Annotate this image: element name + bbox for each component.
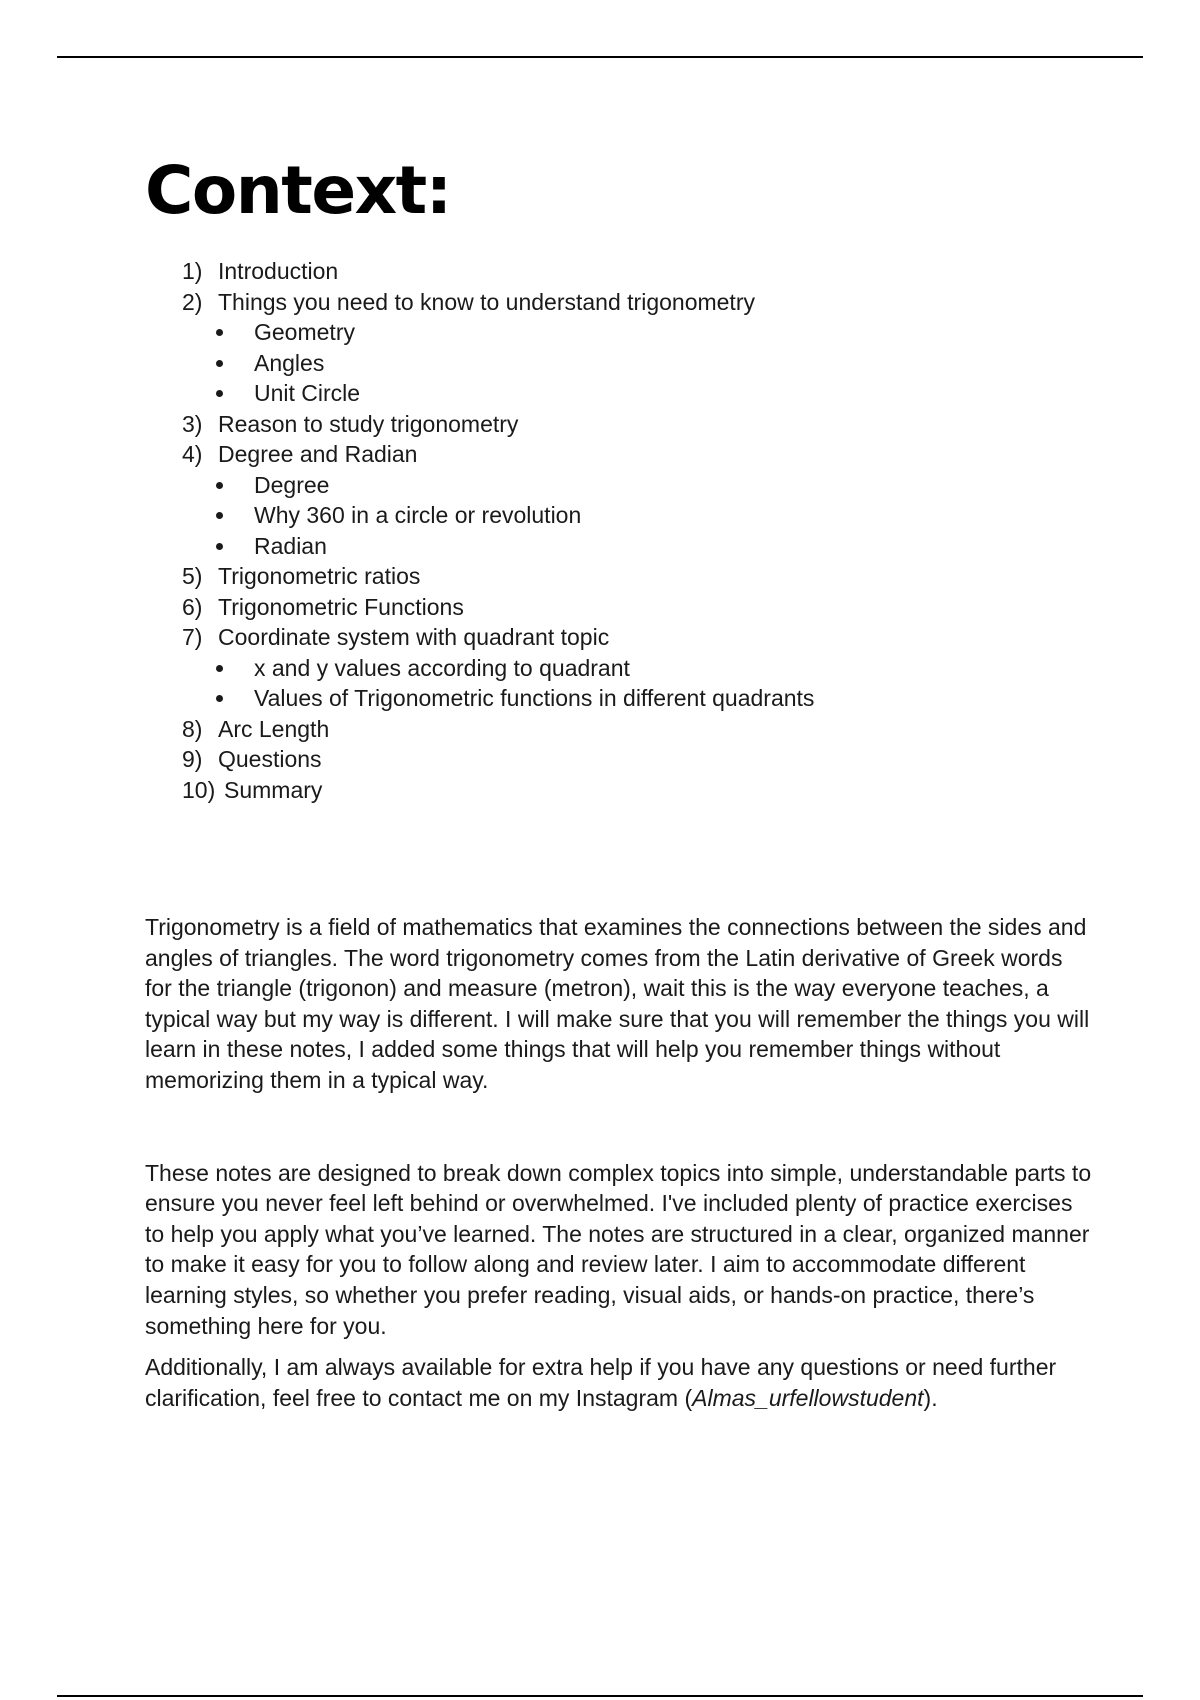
toc-item-label: Trigonometric Functions — [218, 593, 464, 620]
toc-item-label: Degree and Radian — [218, 441, 418, 467]
page-title: Context: — [145, 152, 451, 229]
bottom-rule — [57, 1695, 1143, 1697]
toc-item-number: 1) — [182, 258, 203, 284]
bullet-icon — [216, 329, 223, 336]
toc-item-number: 5) — [182, 563, 203, 589]
toc-item — [145, 409, 1095, 440]
toc-subitem-label: Values of Trigonometric functions in different quadrants — [254, 685, 815, 711]
toc-item — [145, 775, 1095, 806]
bullet-icon — [216, 512, 223, 519]
toc-subitem-label: Degree — [254, 471, 330, 498]
toc-item-label: Reason to study trigonometry — [218, 410, 519, 437]
notes-design-paragraph: These notes are designed to break down complex topics into simple, understandable parts to ensure you never feel left behind or overwhelmed. I've included plenty of practice exercises to help you apply what you’ve learned. The notes are structured in a clear, organized manner to make it easy for you to follow along and review later. I aim to accommodate different learning styles, so whether you prefer reading, visual aids, or hands-on practice, there’s something here for you. — [145, 1159, 1092, 1339]
toc-item — [145, 622, 1095, 653]
toc-subitem-label: x and y values according to quadrant — [254, 654, 630, 681]
bullet-icon — [216, 665, 223, 672]
toc-item — [145, 561, 1095, 592]
toc-subitem — [145, 683, 1095, 714]
toc-subitem — [145, 531, 1095, 562]
contact-text-after: ). — [923, 1384, 938, 1411]
toc-item-number: 6) — [182, 593, 203, 620]
toc-item-label: Arc Length — [218, 715, 330, 742]
toc-subitem — [145, 317, 1095, 348]
contact-paragraph — [145, 1352, 1095, 1413]
toc-item-label: Introduction — [218, 258, 339, 284]
toc-item-number: 9) — [182, 746, 203, 772]
toc-item — [145, 744, 1095, 775]
toc-item-label: Summary — [224, 776, 323, 803]
table-of-contents — [145, 256, 1095, 805]
toc-subitem-label: Geometry — [254, 319, 355, 345]
bullet-icon — [216, 360, 223, 367]
toc-subitem — [145, 470, 1095, 501]
toc-item — [145, 439, 1095, 470]
toc-item — [145, 592, 1095, 623]
contact-text-before: Additionally, I am always available for extra help if you have any questions or need further clarification, feel free to contact me on my Instagram ( — [145, 1354, 1057, 1411]
bullet-icon — [216, 695, 223, 702]
toc-item-number: 7) — [182, 624, 203, 650]
bullet-icon — [216, 543, 223, 550]
toc-item-number: 3) — [182, 410, 203, 437]
bullet-icon — [216, 390, 223, 397]
toc-subitem — [145, 378, 1095, 409]
intro-paragraph: Trigonometry is a field of mathematics that examines the connections between the sides and angles of triangles. The word trigonometry comes from the Latin derivative of Greek words for the triangle (trigonon) and measure (metron), wait this is the way everyone teaches, a typical way but my way is different. I will make sure that you will remember the things you will learn in these notes, I added some things that will help you remember things without memorizing them in a typical way. — [145, 914, 1090, 1093]
toc-item-number: 2) — [182, 288, 203, 315]
toc-item-number: 8) — [182, 715, 203, 742]
toc-subitem — [145, 348, 1095, 379]
toc-item — [145, 256, 1095, 287]
top-rule — [57, 56, 1143, 58]
toc-item-label: Trigonometric ratios — [218, 563, 421, 589]
toc-item-label: Things you need to know to understand trigonometry — [218, 288, 755, 315]
toc-subitem-label: Angles — [254, 349, 325, 376]
toc-subitem — [145, 653, 1095, 684]
toc-subitem — [145, 500, 1095, 531]
bullet-icon — [216, 482, 223, 489]
toc-subitem-label: Why 360 in a circle or revolution — [254, 502, 582, 528]
toc-subitem-label: Unit Circle — [254, 380, 361, 406]
toc-item-label: Coordinate system with quadrant topic — [218, 624, 610, 650]
toc-item-label: Questions — [218, 746, 322, 772]
instagram-handle: Almas_urfellowstudent — [692, 1384, 924, 1411]
toc-subitem-label: Radian — [254, 532, 327, 559]
toc-item — [145, 714, 1095, 745]
page-content — [145, 140, 1095, 1413]
toc-item-number: 4) — [182, 441, 203, 467]
toc-item-number: 10) — [182, 776, 216, 803]
toc-item — [145, 287, 1095, 318]
